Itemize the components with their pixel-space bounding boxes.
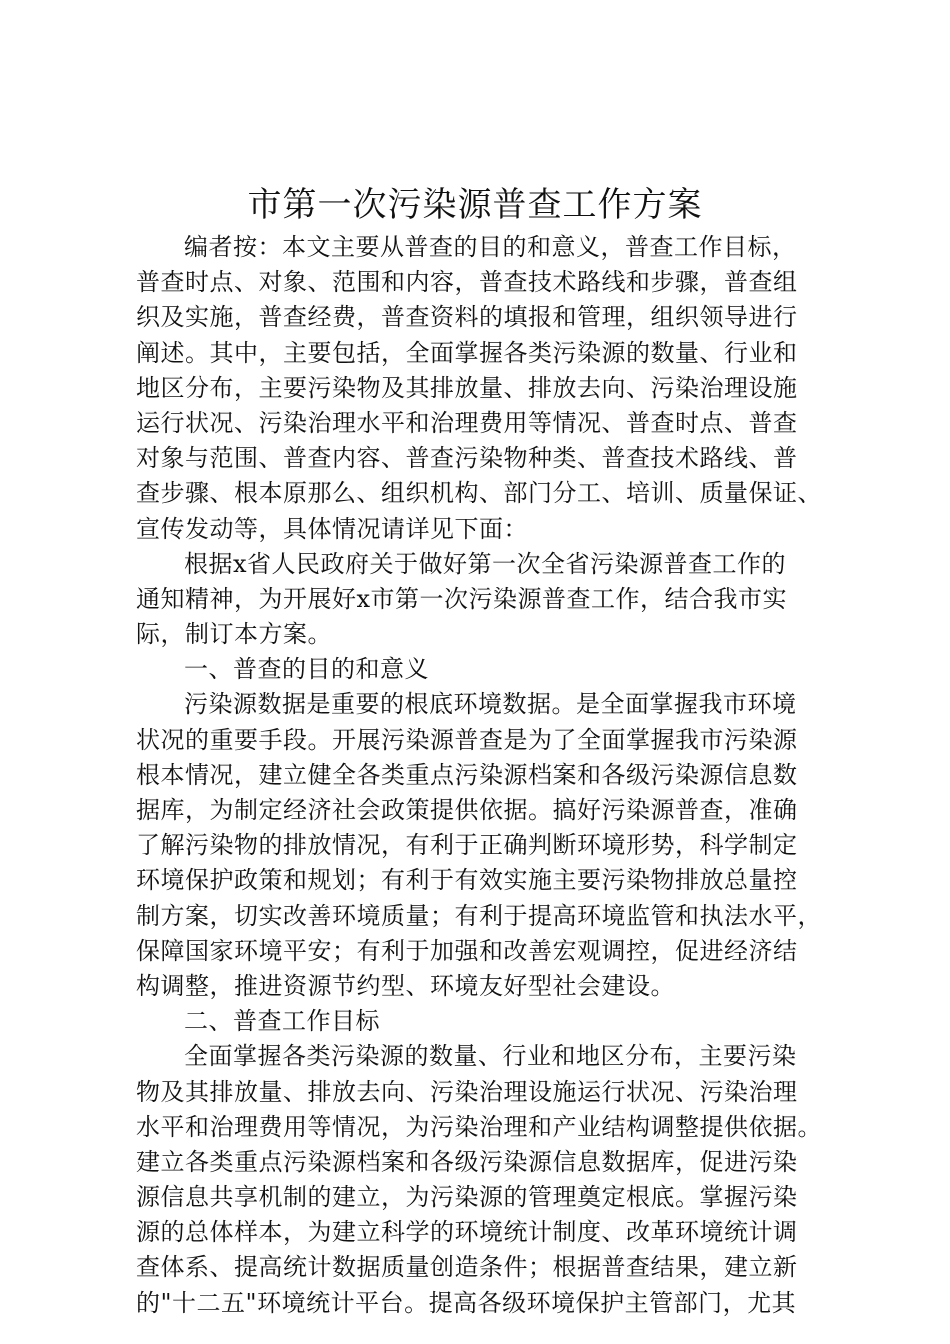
document-body	[136, 230, 844, 1321]
text-line: 织及实施，普查经费，普查资料的填报和管理，组织领导进行	[136, 303, 798, 332]
text-line: 际，制订本方案。	[136, 620, 332, 649]
text-line: 源信息共享机制的建立，为污染源的管理奠定根底。掌握污染	[136, 1183, 798, 1212]
text-line: 环境保护政策和规划；有利于有效实施主要污染物排放总量控	[136, 866, 798, 895]
text-line: 全面掌握各类污染源的数量、行业和地区分布，主要污染	[184, 1042, 797, 1071]
text-line: 制方案，切实改善环境质量；有利于提高环境监管和执法水平，	[136, 901, 822, 930]
text-line: 运行状况、污染治理水平和治理费用等情况、普查时点、普查	[136, 408, 798, 437]
text-line: 对象与范围、普查内容、普查污染物种类、普查技术路线、普	[136, 444, 798, 473]
text-line: 物及其排放量、排放去向、污染治理设施运行状况、污染治理	[136, 1077, 798, 1106]
text-line: 阐述。其中，主要包括，全面掌握各类污染源的数量、行业和	[136, 338, 798, 367]
text-line: 普查时点、对象、范围和内容，普查技术路线和步骤，普查组	[136, 268, 798, 297]
text-line: 查步骤、根本原那么、组织机构、部门分工、培训、质量保证、	[136, 479, 822, 508]
text-line: 污染源数据是重要的根底环境数据。是全面掌握我市环境	[184, 690, 797, 719]
text-line: 宣传发动等，具体情况请详见下面：	[136, 514, 528, 543]
text-line: 建立各类重点污染源档案和各级污染源信息数据库，促进污染	[136, 1147, 798, 1176]
text-line: 了解污染物的排放情况，有利于正确判断环境形势，科学制定	[136, 831, 798, 860]
text-line: 根本情况，建立健全各类重点污染源档案和各级污染源信息数	[136, 760, 798, 789]
text-line: 地区分布，主要污染物及其排放量、排放去向、污染治理设施	[136, 373, 798, 402]
text-line: 据库，为制定经济社会政策提供依据。搞好污染源普查，准确	[136, 796, 798, 824]
text-line: 查体系、提高统计数据质量创造条件；根据普查结果，建立新	[136, 1253, 798, 1282]
text-line: 编者按：本文主要从普查的目的和意义，普查工作目标，	[184, 233, 797, 261]
text-line: 构调整，推进资源节约型、环境友好型社会建设。	[136, 971, 675, 1000]
document-title: 市第一次污染源普查工作方案	[247, 185, 703, 225]
text-line: 水平和治理费用等情况，为污染治理和产业结构调整提供依据。	[136, 1112, 822, 1141]
text-line: 通知精神，为开展好x市第一次污染源普查工作，结合我市实	[136, 584, 788, 613]
text-line: 根据x省人民政府关于做好第一次全省污染源普查工作的	[184, 549, 787, 578]
text-line: 二、普查工作目标	[184, 1007, 380, 1036]
text-line: 的"十二五"环境统计平台。提高各级环境保护主管部门，尤其	[136, 1288, 797, 1317]
text-line: 状况的重要手段。开展污染源普查是为了全面掌握我市污染源	[136, 725, 798, 754]
text-line: 保障国家环境平安；有利于加强和改善宏观调控，促进经济结	[136, 936, 798, 965]
text-line: 一、普查的目的和意义	[184, 655, 429, 684]
text-line: 源的总体样本，为建立科学的环境统计制度、改革环境统计调	[136, 1218, 798, 1247]
